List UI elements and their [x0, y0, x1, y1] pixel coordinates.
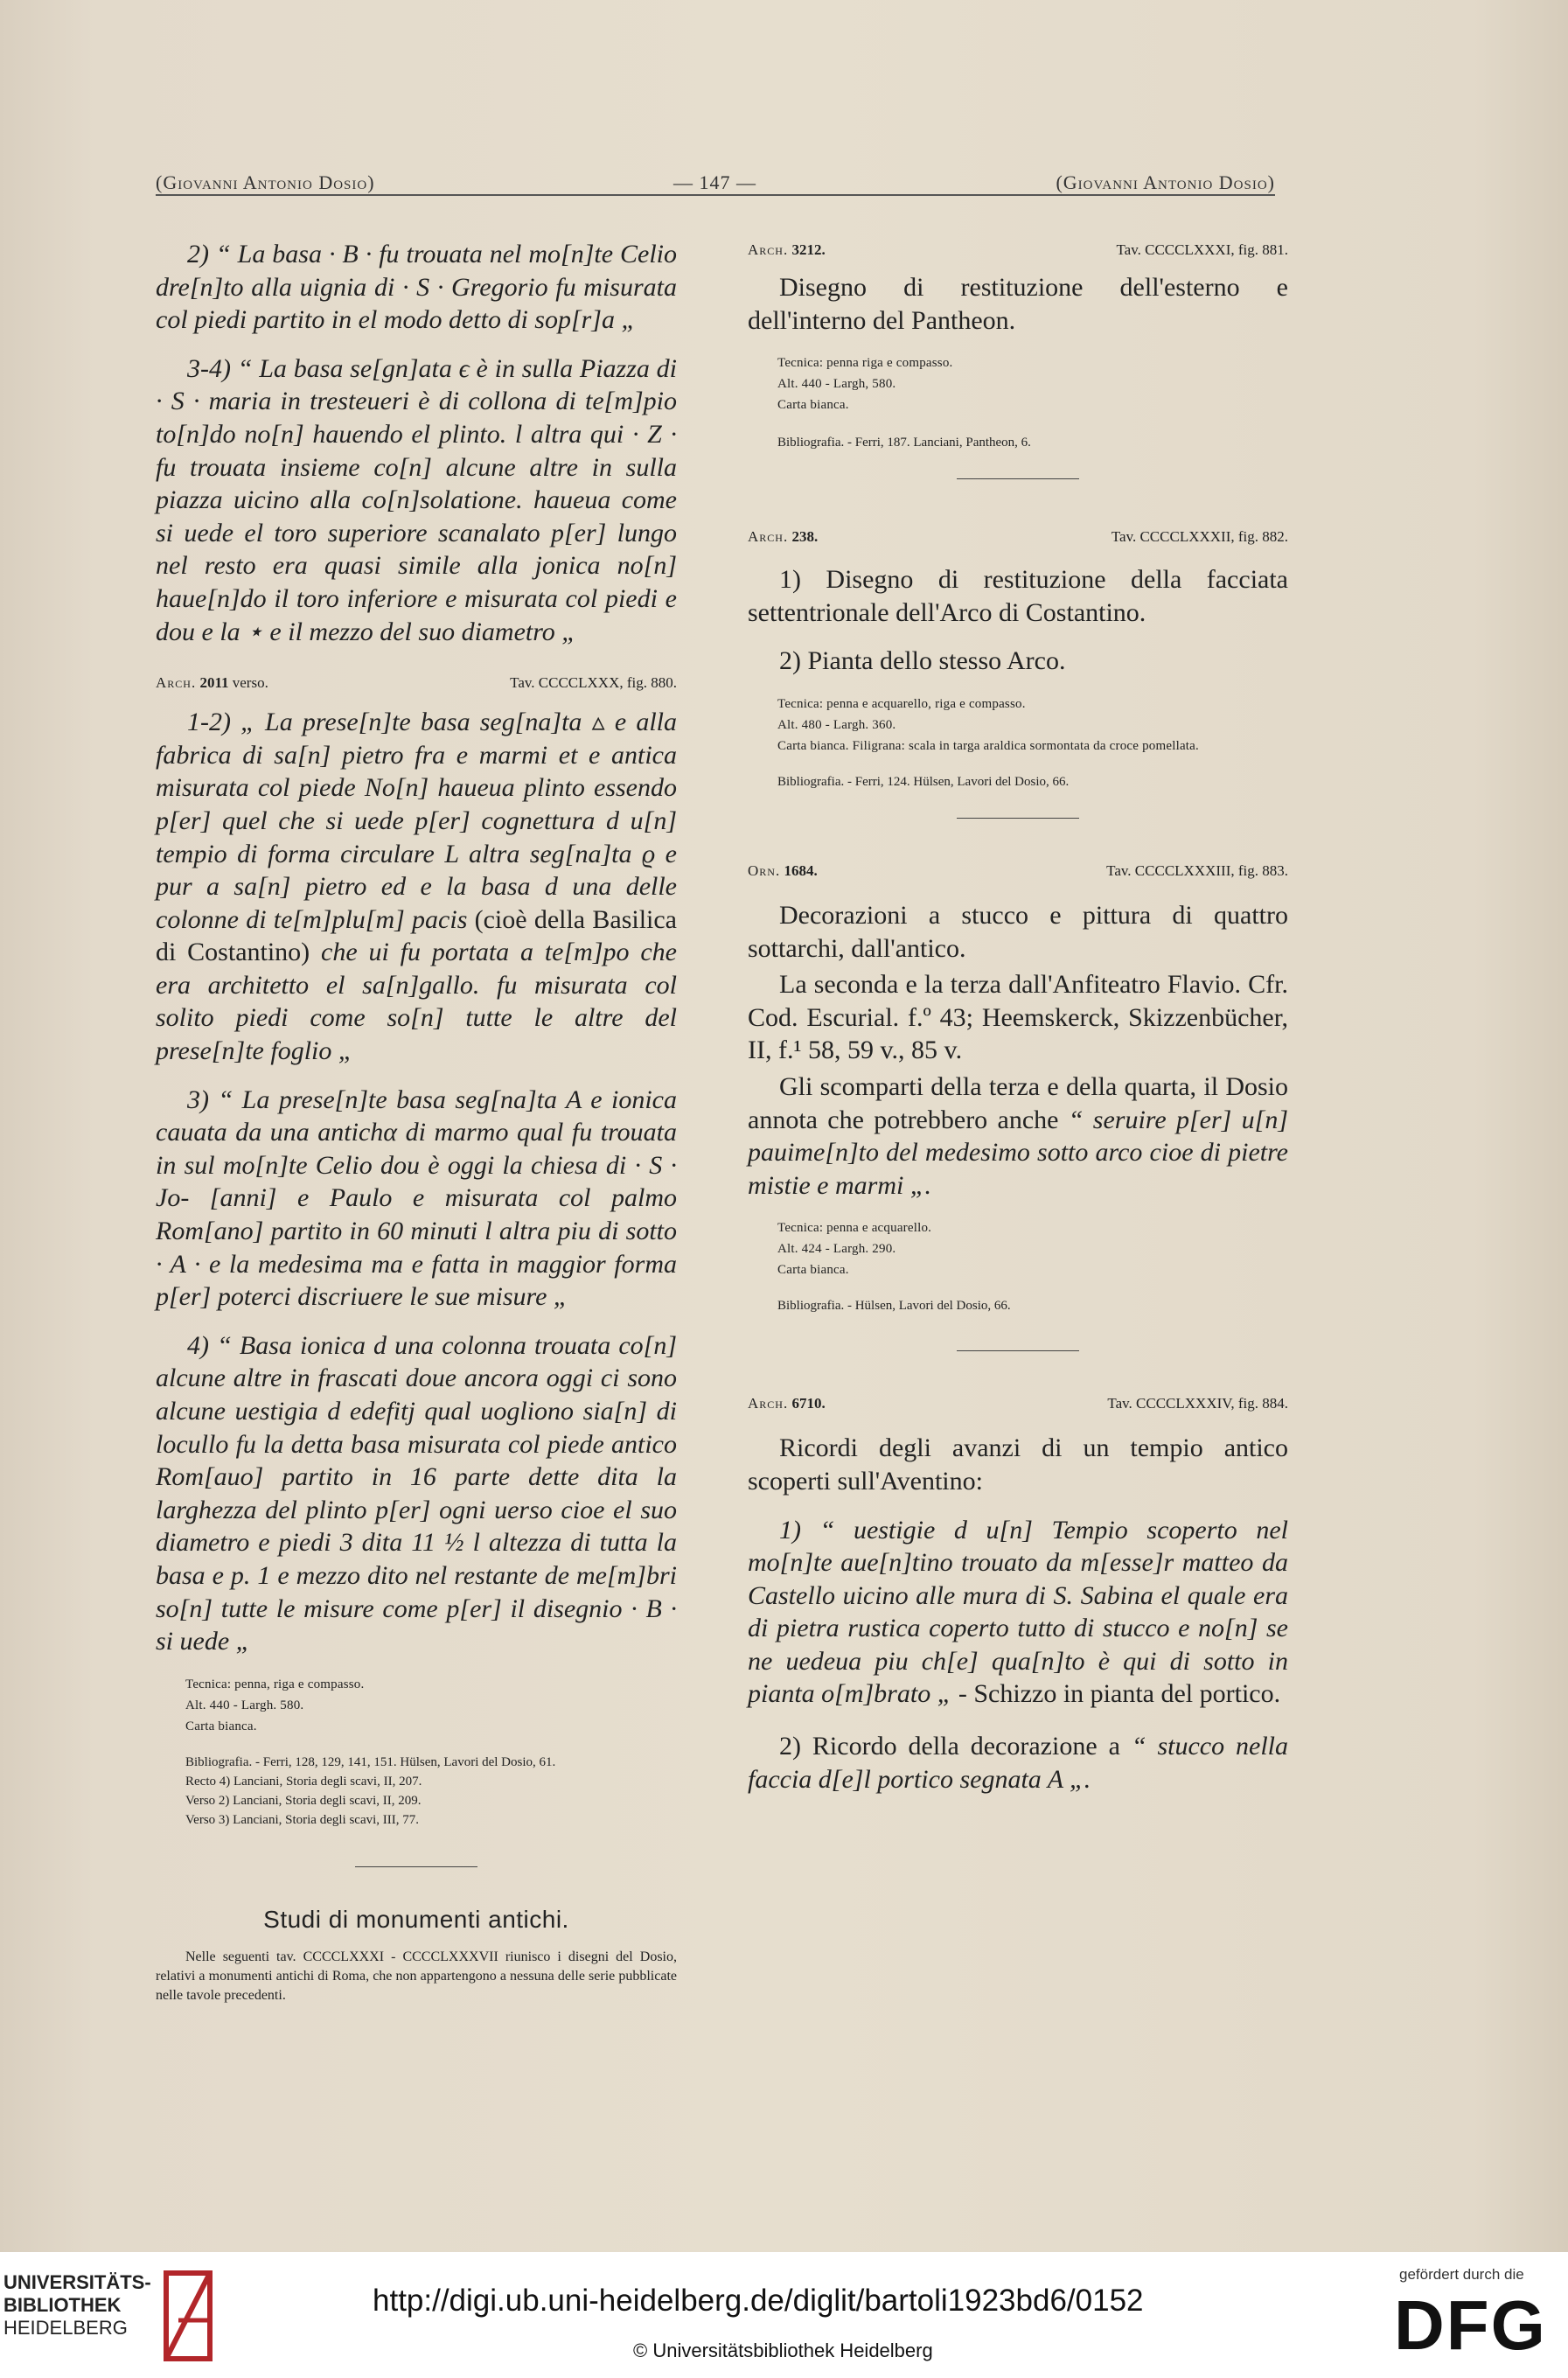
dimensions-line: Alt. 424 - Largh. 290. [777, 1242, 896, 1257]
paragraph: 4) “ Basa ionica d una colonna trouata co[n] alcune altre in frascati doue ancora oggi ci sono alcune uestigia d edefitj qual uogliono sia[n] di locullo fu la detta basa misurata col piede antico Rom[auo] partito in 16 parte dette dita la larghezza del plinto p[er] ogni uerso cioe el suo diametro e piedi 3 dita 11 ½ l altezza di tutta la basa e p. 1 e mezzo dito nel restante de me[m]bri so[n] tutte le misure come p[er] il disegnio · B · si uede „ [156, 1330, 677, 1656]
paragraph: 2) “ La basa · B · fu trouata nel mo[n]te Celio dre[n]to alla uignia di · S · Gregorio fu misurata col piedi partito in el modo detto di sop[r]a „ [156, 240, 677, 335]
paragraph: La seconda e la terza dall'Anfiteatro Flavio. Cfr. Cod. Escurial. f.º 43; Heemskerck, Skizzenbücher, II, f.¹ 58, 59 v., 85 v. [748, 970, 1288, 1065]
paragraph [748, 1070, 1288, 1202]
bibliography-line: Bibliografia. - Ferri, 124. Hülsen, Lavori del Dosio, 66. [777, 774, 1070, 789]
technique-line: Tecnica: penna e acquarello. [777, 1221, 932, 1236]
dimensions-line: Alt. 480 - Largh. 360. [777, 717, 896, 732]
copyright-text: © Universitätsbibliothek Heidelberg [633, 2340, 933, 2361]
bibliography-line: Verso 2) Lanciani, Storia degli scavi, II, 209. [185, 1793, 422, 1808]
paragraph-roman: (cioè della Basilica di Costantino) [156, 904, 678, 967]
paragraph-italic: “ seruire p[er] u[n] pauime[n]to del medesimo sotto arco cioe di pietre mistie e marmi „. [748, 1105, 1288, 1200]
paragraph-italic: 1) “ uestigie d u[n] Tempio scoperto nel mo[n]te aue[n]tino trouato da m[esse]r matteo da Castello uicino alle mura di S. Sabina el quale era di pietra rustica coperto tutto di stucco e no[n] se ne uedeua piu ch[e] qua[n]to è qui di sotto in pianta o[m]brato „ - [748, 1515, 1288, 1709]
bibliography-block [156, 1753, 677, 1830]
bibliography-line: Recto 4) Lanciani, Storia degli scavi, II, 207. [185, 1774, 422, 1789]
archive-reference [156, 674, 677, 692]
section-note: Nelle seguenti tav. CCCCLXXXI - CCCCLXXXVII riunisco i disegni del Dosio, relativi a monumenti antichi di Roma, che non appartengono a nessuna delle serie pubblicate nelle tavole precedenti. [156, 1949, 677, 2003]
library-name-line: HEIDELBERG [3, 2317, 128, 2339]
permalink-url[interactable]: http://digi.ub.uni-heidelberg.de/diglit/bartoli1923bd6/0152 [373, 2284, 1144, 2318]
paragraph-roman: Gli scomparti della terza e della quarta, il Dosio annota che potrebbero anche [748, 1071, 1288, 1134]
paper-line: Carta bianca. [185, 1719, 257, 1733]
library-logo-icon [161, 2268, 215, 2364]
arch-label: Arch. [748, 1395, 789, 1412]
tav-label: Tav. CCCCLXXXII, fig. 882. [1111, 528, 1288, 546]
header-rule [156, 194, 1275, 196]
bibliography-line: Verso 3) Lanciani, Storia degli scavi, III, 77. [185, 1812, 420, 1827]
paper-line: Carta bianca. [777, 1263, 849, 1278]
paragraph [156, 706, 677, 1068]
separator-rule [355, 1866, 477, 1867]
library-name-line: BIBLIOTHEK [3, 2294, 122, 2316]
arch-number: 238. [791, 528, 819, 546]
paragraph: 1) Disegno di restituzione della facciata settentrionale dell'Arco di Costantino. [748, 565, 1288, 627]
paragraph-roman: Schizzo in pianta del portico. [973, 1679, 1281, 1709]
dimensions-line: Alt. 440 - Largh. 580. [185, 1698, 304, 1712]
paragraph-italic: “ stucco nella faccia d[e]l portico segnata A „. [748, 1732, 1289, 1794]
separator-rule [957, 818, 1079, 819]
paper-line: Carta bianca. Filigrana: scala in targa araldica sormontata da croce pomellata. [777, 738, 1199, 753]
arch-number: 2011 [199, 674, 229, 692]
dfg-caption: gefördert durch die [1399, 2266, 1524, 2283]
dimensions-line: Alt. 440 - Largh, 580. [777, 377, 896, 392]
paper-line: Carta bianca. [777, 398, 849, 413]
paragraph: 2) Pianta dello stesso Arco. [779, 646, 1066, 676]
technique-line: Tecnica: penna e acquarello, riga e compasso. [777, 696, 1026, 711]
separator-rule [957, 1350, 1079, 1351]
technique-block [185, 1674, 677, 1737]
paragraph [748, 1514, 1288, 1712]
section-title: Studi di monumenti antichi. [263, 1905, 569, 1933]
paragraph: 3) “ La prese[n]te basa seg[na]ta A e ionica cauata da una antichα di marmo qual fu trouata in sul mo[n]te Celio dou è oggi la chiesa di · S · Jo- [anni] e Paulo e misurata col palmo Rom[ano] partito in 60 minuti l altra piu di sotto · A · e la medesima ma e fatta in maggior forma p[er] poterci discriuere le sue misure „ [156, 1084, 677, 1312]
arch-number: 1684. [784, 861, 818, 879]
arch-number: 3212. [791, 241, 826, 258]
bibliography-line: Bibliografia. - Hülsen, Lavori del Dosio, 66. [777, 1299, 1011, 1314]
paragraph-italic: 1-2) „ La prese[n]te basa seg[na]ta ▵ e alla fabrica di sa[n] pietro fra e marmi et e antica misurata col piede No[n] haueua plinto essendo p[er] quel che si uede p[er] cognettura d u[n] tempio di forma circulare L altra seg[na]ta ϱ e pur a sa[n] pietro ed e la basa d una delle colonne di te[m]plu[m] pacis [156, 708, 677, 934]
paragraph-roman: 2) Ricordo della decorazione a [779, 1732, 1120, 1761]
running-header-right: (Giovanni Antonio Dosio) [1056, 171, 1275, 193]
tav-label: Tav. CCCCLXXXI, fig. 881. [1116, 241, 1288, 258]
tav-label: Tav. CCCCLXXXIV, fig. 884. [1107, 1395, 1288, 1412]
right-column [748, 241, 1288, 1811]
arch-label: Orn. [748, 861, 781, 879]
left-column [156, 238, 677, 2005]
digitization-footer [0, 2252, 1568, 2378]
arch-label: Arch. [748, 528, 789, 546]
separator-rule [957, 478, 1079, 479]
archive-reference [748, 1395, 1288, 1412]
paragraph: Decorazioni a stucco e pittura di quattro sottarchi, dall'antico. [748, 900, 1288, 963]
archive-reference [748, 528, 1288, 546]
technique-block [777, 694, 1288, 757]
arch-label: Arch. [748, 241, 789, 258]
bibliography-line: Bibliografia. - Ferri, 128, 129, 141, 151. Hülsen, Lavori del Dosio, 61. [185, 1754, 556, 1769]
technique-line: Tecnica: penna riga e compasso. [777, 356, 953, 371]
dfg-logo: DFG [1394, 2286, 1547, 2364]
page-number: — 147 — [673, 171, 756, 193]
paragraph: 3-4) “ La basa se[gn]ata ϵ è in sulla Piazza di · S · maria in tresteueri è di collona di te[m]pio to[n]do no[n] hauendo el plinto. l altra qui · Z · fu trouata insieme co[n] alcune altre in sulla piazza uicino alla co[n]solatione. haueua come si uede el toro superiore scanalato p[er] lungo nel resto era quasi simile alla jonica no[n] haue[n]do il toro inferiore e misurata col piedi e dou e la ⋆ e il mezzo del suo diametro „ [156, 353, 677, 646]
paragraph: Ricordi degli avanzi di un tempio antico scoperti sull'Aventino: [748, 1433, 1288, 1496]
library-name [3, 2271, 151, 2340]
paragraph-italic: che ui fu portata a te[m]po che era architetto el sa[n]gallo. fu misurata col solito piedi come so[n] tutte le altre del prese[n]te foglio „ [156, 938, 677, 1066]
running-header-left: (Giovanni Antonio Dosio) [156, 171, 375, 193]
library-name-line: UNIVERSITÄTS- [3, 2271, 151, 2293]
tav-label: Tav. CCCCLXXX, fig. 880. [510, 674, 677, 692]
paragraph: Disegno di restituzione dell'esterno e dell'interno del Pantheon. [748, 273, 1288, 335]
paragraph [748, 1730, 1288, 1796]
arch-number: 6710. [791, 1395, 826, 1412]
archive-reference [748, 241, 1288, 259]
arch-label: Arch. [156, 674, 197, 692]
technique-block [777, 352, 1288, 415]
technique-block [777, 1217, 1288, 1280]
bibliography-line: Bibliografia. - Ferri, 187. Lanciani, Pantheon, 6. [777, 436, 1031, 450]
tav-label: Tav. CCCCLXXXIII, fig. 883. [1106, 861, 1288, 879]
archive-reference [748, 862, 1288, 880]
arch-suffix: verso. [232, 674, 268, 692]
technique-line: Tecnica: penna, riga e compasso. [185, 1677, 365, 1691]
